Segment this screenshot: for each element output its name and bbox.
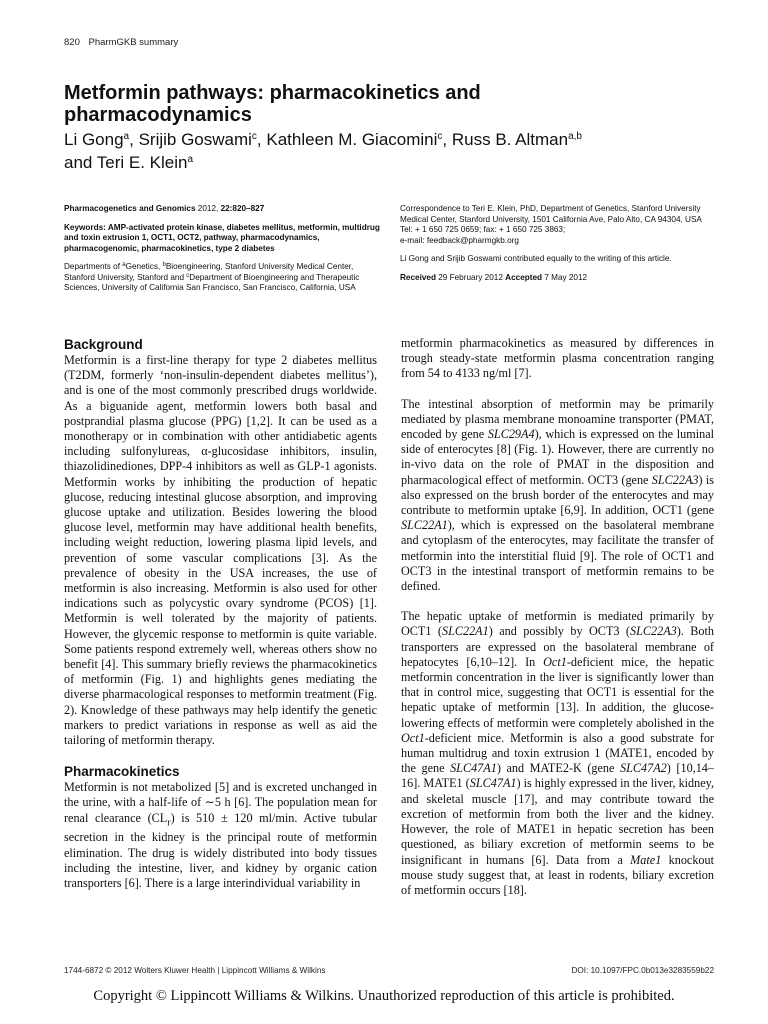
author-affiliation: a (187, 154, 194, 165)
author-name: Teri E. Klein (96, 153, 188, 172)
affiliation-a: Genetics, (125, 262, 161, 271)
copyright-notice: Copyright © Lippincott Williams & Wilkins. Unauthorized reproduction of this article is prohibited. (93, 988, 675, 1004)
text-run: The intestinal absorption of metformin may be primarily mediated by plasma membrane monoamine transporter (PMAT, encoded by gene (401, 396, 714, 442)
keywords-label: Keywords: (64, 222, 106, 232)
text-run: ) is highly expressed in the liver, kidney, and skeletal muscle [17], and may contribute toward the excretion of metformin from both the liver and the kidney. However, the role of MATE1 in hepatic secretion has been questioned, as biliary excretion of metformin seems to be insignificant in humans [6]. Data from a (401, 776, 714, 867)
gene-name: SLC29A4 (487, 427, 535, 442)
body-column-left (64, 336, 377, 906)
equal-contribution-note: Li Gong and Srijib Goswami contributed equally to the writing of this article. (400, 254, 672, 263)
citation-volume-pages: 22:820–827 (220, 204, 265, 213)
gene-name: Mate1 (630, 852, 662, 867)
footer-doi: DOI: 10.1097/FPC.0b013e3283559b22 (571, 966, 714, 975)
article-title: Metformin pathways: pharmacokinetics and pharmacodynamics (64, 82, 481, 126)
text-run: -deficient mice. Metformin is also a good substrate for human multidrug and toxin extrusion 1 (MATE1, encoded by the gene (401, 730, 714, 776)
keywords-text: AMP-activated protein kinase, diabetes mellitus, metformin, multidrug and toxin extrusion 1, OCT1, OCT2, pathway, pharmacodynamics, pharmacogenomic, pharmacokinetics, type 2 diabetes (64, 222, 380, 253)
body-column-right (401, 336, 714, 913)
author-name: Li Gong (64, 130, 124, 149)
article-metadata-right (400, 204, 716, 291)
author-affiliation: c (437, 131, 443, 142)
correspondence-address: Correspondence to Teri E. Klein, PhD, Department of Genetics, Stanford University Medical Center, Stanford University, 1501 California Ave, Palo Alto, CA 94304, USA (400, 204, 702, 224)
accepted-date: 7 May 2012 (544, 272, 588, 282)
correspondence-phone: Tel: + 1 650 725 0659; fax: + 1 650 725 3863; (400, 225, 566, 234)
intestinal-absorption-paragraph (401, 397, 714, 595)
affiliation-mark-a: a (122, 262, 126, 268)
text-run: ), which is expressed on the luminal side of enterocytes [8] (Fig. 1). However, there are currently no in-vivo data on the role of PMAT in the disposition and pharmacological effect of metformin. OCT3 (gene (401, 427, 714, 487)
affiliation-b: Bioengineering, Stanford University Medical Center, Stanford University, Stanford and (64, 262, 354, 282)
citation-year: 2012 (197, 204, 216, 213)
affiliation-mark-b: b (162, 262, 166, 268)
subscript-r: r (167, 817, 171, 829)
section-heading-background: Background (64, 337, 143, 352)
text-run: The hepatic uptake of metformin is mediated primarily by OCT1 ( (401, 609, 714, 639)
hepatic-uptake-paragraph (401, 609, 714, 898)
gene-name: SLC22A1 (401, 518, 448, 533)
affiliations (64, 262, 384, 294)
gene-name: SLC47A1 (469, 776, 517, 791)
gene-name: SLC47A1 (450, 761, 497, 776)
section-heading-pharmacokinetics: Pharmacokinetics (64, 764, 180, 780)
keywords (64, 223, 384, 255)
text-run: ) and MATE2-K (gene (496, 761, 621, 776)
text-run: ) is also expressed on the brush border of the enterocytes and may contribute to metformin uptake [6,9]. In addition, OCT1 (gene (401, 472, 714, 518)
text-run: ). Both transporters are expressed on the basolateral membrane of hepatocytes [6,10–12]. In (401, 624, 714, 669)
received-label: Received (400, 272, 436, 282)
correspondence (400, 204, 716, 246)
footer-issn: 1744-6872 © 2012 Wolters Kluwer Health | Lippincott Williams & Wilkins (64, 966, 326, 975)
running-head (64, 37, 178, 48)
gene-name: SLC22A1 (441, 624, 489, 639)
author-name: Russ B. Altman (451, 130, 569, 149)
text-run: ) is 510 ± 120 ml/min. Active tubular secretion in the kidney is the principal route of metformin elimination. The drug is widely distributed into body tissues including the intestine, liver, and kidney by organic cation transporters [6]. There is a large interindividual variability in (64, 810, 377, 890)
affiliation-mark-c: c (186, 272, 190, 279)
accepted-label: Accepted (505, 272, 543, 282)
background-paragraph: Metformin is a first-line therapy for type 2 diabetes mellitus (T2DM, formerly ‘non-insulin-dependent diabetes mellitus’), and is one of the most commonly prescribed drugs worldwide. As a biguanide agent, metformin lowers both basal and postprandial plasma glucose (PPG) [1,2]. It can be used as a monotherapy or in combination with other antidiabetic agents including sulfonylureas, α-glucosidase inhibitors, insulin, thiazolidinediones, DPP-4 inhibitors as well as GLP-1 agonists. Metformin works by inhibiting the production of hepatic glucose, reducing intestinal glucose absorption, and improving glucose uptake and utilization. Besides lowering the blood glucose level, metformin may have additional health benefits, including weight reduction, lowering plasma lipid levels, and prevention of some vascular complications [3]. As the prevalence of obesity in the USA increases, the use of metformin is also increasing. Metformin is also used for other indications such as polycystic ovary syndrome (PCOS) [1]. Metformin is well tolerated by the majority of patients. However, the glycemic response to metformin is quite variable. Some patients respond extremely well, whereas others show no benefit [4]. This summary briefly reviews the pharmacokinetics of metformin (Fig. 1) and highlights genes mediating the diverse pharmacological responses to metformin treatment (Fig. 2). Knowledge of these pathways may help identify the genetic markers to predict variations in response as well as aid the tailoring of metformin therapy. (64, 353, 377, 748)
running-title: PharmGKB summary (88, 37, 179, 48)
gene-name: SLC22A3 (630, 624, 677, 639)
author-affiliation: c (251, 131, 257, 142)
article-metadata-left (64, 204, 384, 302)
text-run: ) [10,14–16]. MATE1 ( (401, 761, 714, 791)
pharmacokinetics-paragraph-1-cont: metformin pharmacokinetics as measured by differences in trough steady-state metformin plasma concentration ranging from 54 to 4133 ng/ml [7]. (401, 336, 714, 381)
author-name: Kathleen M. Giacomini (266, 130, 438, 149)
gene-name: SLC22A3 (651, 472, 699, 487)
author-affiliation: a (123, 131, 130, 142)
gene-name: Oct1 (543, 654, 567, 669)
pharmacokinetics-paragraph-1 (64, 780, 377, 891)
author-list: Li Gong$^a$, Srijib Goswami$^c$, Kathleen M. Giacomini$^c$, Russ B. Altman$^{a,b}$ and Teri E. Klein$^a$ (64, 130, 582, 172)
text-run: -deficient mice, the hepatic metformin concentration in the liver is significantly lower than that in control mice, suggesting that OCT1 is essential for the hepatic uptake of metformin [13]. In addition, the glucose-lowering effects of metformin were completely abolished in the (401, 654, 714, 730)
text-run: ) and possibly by OCT3 ( (488, 624, 630, 639)
journal-name: Pharmacogenetics and Genomics (64, 204, 196, 213)
received-date: 29 February 2012 (438, 272, 503, 282)
author-affiliation: a,b (568, 131, 582, 142)
author-name: Srijib Goswami (138, 130, 252, 149)
correspondence-email: e-mail: feedback@pharmgkb.org (400, 235, 519, 245)
text-run: knockout mouse study suggest that, at least in rodents, biliary excretion of metformin occurs [18]. (401, 852, 715, 897)
affiliation-prefix: Departments of (64, 262, 120, 271)
text-run: ), which is expressed on the basolateral membrane and cytoplasm of the enterocytes, may facilitate the transfer of metformin into the interstitial fluid [9]. The role of OCT1 and OCT3 in the intestinal transport of metformin remains to be defined. (401, 518, 714, 594)
affiliation-c: Department of Bioengineering and Therapeutic Sciences, University of California San Francisco, San Francisco, California, USA (64, 272, 360, 292)
text-run: Metformin is not metabolized [5] and is excreted unchanged in the urine, with a half-life of ∼5 h [6]. The population mean for renal clearance (CL (64, 780, 377, 825)
gene-name: Oct1 (401, 730, 425, 745)
citation-line: Pharmacogenetics and Genomics 2012, 22:820–827 (64, 204, 265, 213)
page-number: 820 (64, 37, 80, 48)
gene-name: SLC47A2 (620, 761, 667, 776)
received-accepted (400, 273, 716, 284)
